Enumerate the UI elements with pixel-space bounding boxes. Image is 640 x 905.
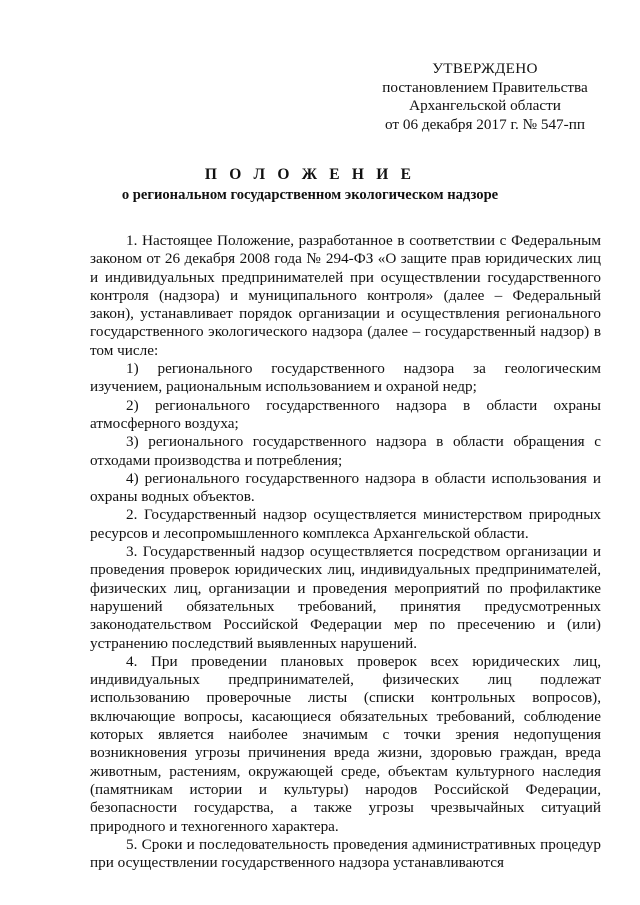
approval-stamp (360, 60, 610, 134)
paragraph-1: 1. Настоящее Положение, разработанное в соответствии с Федеральным законом от 26 декабря 2008 года № 294-ФЗ «О защите прав юридических лиц и индивидуальных предпринимателей при осуществлении государственного контроля (надзора) и муниципального контроля» (далее – Федеральный закон), устанавливает порядок организации и осуществления регионального государственного экологического надзора (далее – государственный надзор) в том числе: (90, 232, 601, 359)
list-item-2: 2) регионального государственного надзора в области охраны атмосферного воздуха; (90, 396, 601, 432)
document-title-block (90, 166, 530, 204)
paragraph-3: 3. Государственный надзор осуществляется посредством организации и проведения проверок юридических лиц, индивидуальных предпринимателей, физических лиц, организации и проведения мероприятий по профилактике нарушений обязательных требований, принятия предусмотренных законодательством Российской Федерации мер по пресечению и (или) устранению последствий выявленных нарушений. (90, 543, 601, 652)
paragraph-2: 2. Государственный надзор осуществляется министерством природных ресурсов и лесопромышленного комплекса Архангельской области. (90, 506, 601, 542)
approval-line-1: постановлением Правительства (382, 78, 588, 96)
paragraph-4: 4. При проведении плановых проверок всех юридических лиц, индивидуальных предпринимателей, физических лиц подлежат использованию проверочные листы (списки контрольных вопросов), включающие вопросы, касающиеся обязательных требований, соблюдение которых является наиболее значимым с точки зрения недопущения возникновения угрозы причинения вреда жизни, здоровью граждан, вреда животным, растениям, окружающей среде, объектам культурного наследия (памятникам истории и культуры) народов Российской Федерации, безопасности государства, а также угрозы чрезвычайных ситуаций природного и техногенного характера. (90, 652, 601, 835)
list-item-4: 4) регионального государственного надзора в области использования и охраны водных объектов. (90, 469, 601, 506)
approval-line-3: от 06 декабря 2017 г. № 547-пп (385, 115, 585, 133)
list-item-1: 1) регионального государственного надзора за геологическим изучением, рациональным использованием и охраной недр; (90, 360, 601, 396)
list-item-3: 3) регионального государственного надзора в области обращения с отходами производства и потребления; (90, 433, 601, 469)
approval-line-2: Архангельской области (409, 97, 561, 114)
approval-heading: УТВЕРЖДЕНО (432, 60, 538, 77)
paragraph-5: 5. Сроки и последовательность проведения административных процедур при осуществлении государственного надзора устанавливаются (90, 835, 601, 872)
document-subtitle: о региональном государственном экологическом надзоре (121, 187, 499, 203)
document-title: П О Л О Ж Е Н И Е (204, 166, 416, 183)
document-body (90, 232, 601, 872)
